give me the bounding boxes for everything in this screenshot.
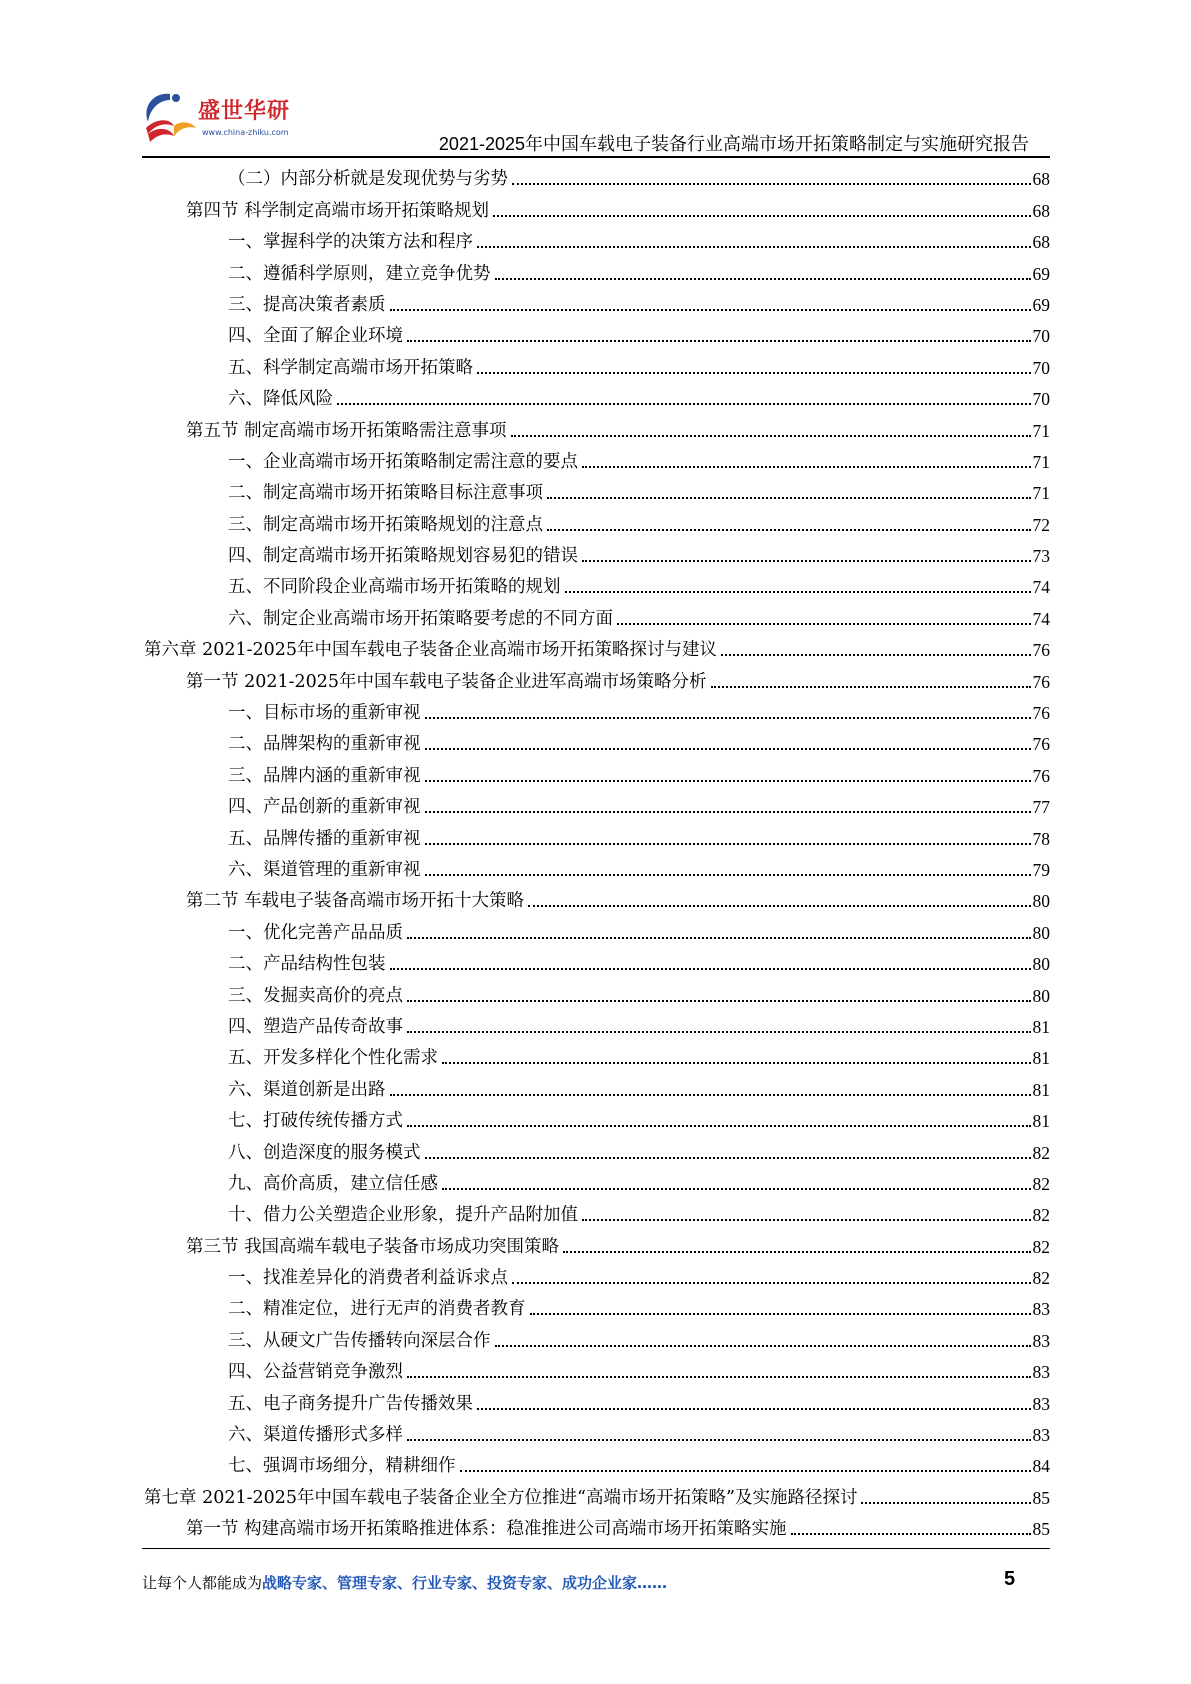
page-number: 5 xyxy=(1004,1568,1016,1590)
toc-leader-dots xyxy=(442,1062,1031,1064)
toc-entry[interactable] xyxy=(142,191,1050,222)
toc-entry-page: 81 xyxy=(1032,1016,1050,1037)
toc-entry-page: 81 xyxy=(1032,1048,1050,1069)
toc-entry-title: 一、企业高端市场开拓策略制定需注意的要点 xyxy=(228,451,578,472)
toc-leader-dots xyxy=(528,905,1030,907)
toc-entry[interactable] xyxy=(142,474,1050,505)
toc-leader-dots xyxy=(407,340,1031,342)
toc-entry-title: 五、电子商务提升广告传播效果 xyxy=(228,1393,473,1414)
toc-entry[interactable] xyxy=(142,725,1050,756)
toc-entry[interactable] xyxy=(142,694,1050,725)
footer-divider xyxy=(142,1548,1050,1549)
toc-entry-title: 四、公益营销竞争激烈 xyxy=(228,1362,403,1383)
toc-entry-page: 85 xyxy=(1032,1519,1050,1540)
toc-entry-title: 七、强调市场细分，精耕细作 xyxy=(228,1456,456,1477)
toc-entry[interactable] xyxy=(142,1165,1050,1196)
toc-entry-page: 76 xyxy=(1032,765,1050,786)
toc-entry-title: 三、从硬文广告传播转向深层合作 xyxy=(228,1330,491,1351)
toc-entry-title: 四、全面了解企业环境 xyxy=(228,326,403,347)
toc-entry[interactable] xyxy=(142,976,1050,1007)
toc-entry[interactable] xyxy=(142,1133,1050,1164)
toc-entry-title: 一、找准差异化的消费者利益诉求点 xyxy=(228,1268,508,1289)
toc-entry-page: 83 xyxy=(1032,1330,1050,1351)
toc-entry-page: 68 xyxy=(1032,169,1050,190)
toc-entry[interactable] xyxy=(142,1416,1050,1447)
toc-leader-dots xyxy=(425,811,1031,813)
logo-url: www.china-zhiku.com xyxy=(202,128,289,137)
toc-entry-title: 第一节 2021-2025年中国车载电子装备企业进军高端市场策略分析 xyxy=(186,671,707,692)
toc-leader-dots xyxy=(547,497,1031,499)
toc-leader-dots xyxy=(711,686,1031,688)
toc-entry-page: 74 xyxy=(1032,608,1050,629)
toc-leader-dots xyxy=(477,1408,1031,1410)
toc-entry-page: 83 xyxy=(1032,1362,1050,1383)
toc-leader-dots xyxy=(582,1219,1031,1221)
toc-entry-page: 70 xyxy=(1032,326,1050,347)
toc-leader-dots xyxy=(407,1031,1031,1033)
toc-leader-dots xyxy=(407,1000,1031,1002)
toc-entry-title: 三、提高决策者素质 xyxy=(228,294,386,315)
toc-entry-title: 六、渠道管理的重新审视 xyxy=(228,859,421,880)
toc-entry-title: 二、产品结构性包装 xyxy=(228,954,386,975)
toc-leader-dots xyxy=(425,748,1031,750)
toc-entry[interactable] xyxy=(142,945,1050,976)
toc-entry[interactable] xyxy=(142,348,1050,379)
toc-entry-title: 二、精准定位，进行无声的消费者教育 xyxy=(228,1299,526,1320)
toc-entry[interactable] xyxy=(142,443,1050,474)
toc-entry-page: 82 xyxy=(1032,1205,1050,1226)
toc-entry-page: 76 xyxy=(1032,671,1050,692)
toc-entry-title: 第一节 构建高端市场开拓策略推进体系：稳准推进公司高端市场开拓策略实施 xyxy=(186,1519,787,1540)
toc-entry-page: 71 xyxy=(1032,483,1050,504)
toc-entry[interactable] xyxy=(142,537,1050,568)
toc-entry-page: 74 xyxy=(1032,577,1050,598)
toc-leader-dots xyxy=(425,843,1031,845)
toc-entry-page: 80 xyxy=(1032,891,1050,912)
toc-entry-page: 71 xyxy=(1032,420,1050,441)
toc-entry-title: 第三节 我国高端车载电子装备市场成功突围策略 xyxy=(186,1236,560,1257)
toc-entry[interactable] xyxy=(142,1259,1050,1290)
toc-leader-dots xyxy=(495,1345,1031,1347)
toc-entry-page: 82 xyxy=(1032,1268,1050,1289)
toc-entry[interactable] xyxy=(142,662,1050,693)
toc-entry[interactable] xyxy=(142,505,1050,536)
toc-entry-title: 五、不同阶段企业高端市场开拓策略的规划 xyxy=(228,577,561,598)
toc-entry-page: 73 xyxy=(1032,546,1050,567)
toc-leader-dots xyxy=(530,1313,1031,1315)
toc-entry[interactable] xyxy=(142,380,1050,411)
toc-entry-page: 70 xyxy=(1032,357,1050,378)
toc-entry[interactable] xyxy=(142,1102,1050,1133)
toc-entry-page: 81 xyxy=(1032,1111,1050,1132)
toc-entry-title: 第四节 科学制定高端市场开拓策略规划 xyxy=(186,200,490,221)
toc-entry-title: 十、借力公关塑造企业形象，提升产品附加值 xyxy=(228,1205,578,1226)
toc-entry-title: 一、目标市场的重新审视 xyxy=(228,703,421,724)
toc-entry-title: 三、发掘卖高价的亮点 xyxy=(228,985,403,1006)
toc-entry-title: 三、品牌内涵的重新审视 xyxy=(228,765,421,786)
company-logo xyxy=(140,88,330,150)
toc-entry-page: 82 xyxy=(1032,1236,1050,1257)
toc-entry[interactable] xyxy=(142,1227,1050,1258)
toc-entry[interactable] xyxy=(142,819,1050,850)
toc-leader-dots xyxy=(407,1125,1031,1127)
toc-leader-dots xyxy=(493,215,1030,217)
toc-leader-dots xyxy=(442,1188,1031,1190)
toc-entry-title: 三、制定高端市场开拓策略规划的注意点 xyxy=(228,514,543,535)
toc-entry-page: 76 xyxy=(1032,703,1050,724)
footer-slogan xyxy=(142,1572,667,1593)
table-of-contents xyxy=(142,160,1050,1541)
toc-leader-dots xyxy=(563,1251,1030,1253)
toc-entry-title: 六、降低风险 xyxy=(228,389,333,410)
toc-entry-title: 一、掌握科学的决策方法和程序 xyxy=(228,232,473,253)
toc-leader-dots xyxy=(425,1157,1031,1159)
toc-leader-dots xyxy=(390,1094,1031,1096)
logo-emblem-icon xyxy=(140,88,200,148)
toc-entry-title: 一、优化完善产品品质 xyxy=(228,922,403,943)
toc-entry-page: 69 xyxy=(1032,263,1050,284)
toc-entry[interactable] xyxy=(142,160,1050,191)
toc-entry-page: 80 xyxy=(1032,985,1050,1006)
toc-entry-page: 81 xyxy=(1032,1079,1050,1100)
toc-entry[interactable] xyxy=(142,1510,1050,1541)
toc-entry[interactable] xyxy=(142,851,1050,882)
toc-leader-dots xyxy=(407,1439,1031,1441)
toc-entry[interactable] xyxy=(142,286,1050,317)
toc-entry-page: 78 xyxy=(1032,828,1050,849)
toc-entry-title: 七、打破传统传播方式 xyxy=(228,1111,403,1132)
toc-entry-page: 68 xyxy=(1032,232,1050,253)
toc-entry-title: 四、制定高端市场开拓策略规划容易犯的错误 xyxy=(228,546,578,567)
toc-leader-dots xyxy=(582,560,1031,562)
toc-entry-page: 76 xyxy=(1032,734,1050,755)
toc-leader-dots xyxy=(791,1533,1031,1535)
toc-entry-page: 76 xyxy=(1032,640,1050,661)
toc-entry-page: 80 xyxy=(1032,954,1050,975)
toc-entry-page: 83 xyxy=(1032,1393,1050,1414)
toc-entry[interactable] xyxy=(142,411,1050,442)
toc-entry-title: 九、高价高质，建立信任感 xyxy=(228,1173,438,1194)
toc-entry-page: 79 xyxy=(1032,859,1050,880)
toc-leader-dots xyxy=(495,278,1031,280)
toc-entry-title: 第五节 制定高端市场开拓策略需注意事项 xyxy=(186,420,507,441)
toc-entry-title: 五、科学制定高端市场开拓策略 xyxy=(228,357,473,378)
toc-leader-dots xyxy=(511,435,1031,437)
slogan-prefix: 让每个人都能成为 xyxy=(142,1574,263,1592)
toc-leader-dots xyxy=(337,403,1031,405)
toc-entry[interactable] xyxy=(142,1447,1050,1478)
toc-entry[interactable] xyxy=(142,788,1050,819)
toc-entry[interactable] xyxy=(142,1384,1050,1415)
toc-leader-dots xyxy=(512,1282,1031,1284)
toc-entry[interactable] xyxy=(142,254,1050,285)
toc-entry-page: 85 xyxy=(1032,1487,1050,1508)
toc-entry-page: 77 xyxy=(1032,797,1050,818)
toc-entry[interactable] xyxy=(142,317,1050,348)
toc-entry-title: 四、产品创新的重新审视 xyxy=(228,797,421,818)
toc-entry-title: 第六章 2021-2025年中国车载电子装备企业高端市场开拓策略探讨与建议 xyxy=(144,640,718,661)
toc-entry-title: （二）内部分析就是发现优势与劣势 xyxy=(228,169,508,190)
toc-entry-title: 五、品牌传播的重新审视 xyxy=(228,828,421,849)
toc-entry[interactable] xyxy=(142,1196,1050,1227)
toc-leader-dots xyxy=(407,1376,1031,1378)
toc-entry-page: 84 xyxy=(1032,1456,1050,1477)
toc-entry-page: 70 xyxy=(1032,389,1050,410)
toc-entry-page: 83 xyxy=(1032,1299,1050,1320)
toc-leader-dots xyxy=(477,246,1031,248)
toc-leader-dots xyxy=(477,372,1031,374)
toc-entry-title: 第七章 2021-2025年中国车载电子装备企业全方位推进“高端市场开拓策略”及实施路径探讨 xyxy=(144,1487,858,1508)
toc-entry[interactable] xyxy=(142,1070,1050,1101)
toc-entry-title: 六、渠道创新是出路 xyxy=(228,1079,386,1100)
toc-entry[interactable] xyxy=(142,223,1050,254)
toc-entry[interactable] xyxy=(142,1008,1050,1039)
toc-entry[interactable] xyxy=(142,1321,1050,1352)
logo-name: 盛世华研 xyxy=(198,99,291,124)
toc-entry-title: 六、渠道传播形式多样 xyxy=(228,1425,403,1446)
toc-entry[interactable] xyxy=(142,631,1050,662)
toc-entry[interactable] xyxy=(142,1290,1050,1321)
toc-leader-dots xyxy=(617,623,1031,625)
toc-leader-dots xyxy=(390,309,1031,311)
toc-leader-dots xyxy=(390,968,1031,970)
page-header xyxy=(0,0,1191,160)
toc-entry[interactable] xyxy=(142,1478,1050,1509)
toc-leader-dots xyxy=(512,183,1031,185)
toc-entry-page: 82 xyxy=(1032,1173,1050,1194)
toc-entry-page: 80 xyxy=(1032,922,1050,943)
toc-entry-title: 四、塑造产品传奇故事 xyxy=(228,1016,403,1037)
header-divider xyxy=(142,156,1050,158)
toc-leader-dots xyxy=(565,591,1031,593)
toc-entry-title: 二、品牌架构的重新审视 xyxy=(228,734,421,755)
toc-entry-title: 八、创造深度的服务模式 xyxy=(228,1142,421,1163)
toc-entry[interactable] xyxy=(142,756,1050,787)
toc-entry-page: 68 xyxy=(1032,200,1050,221)
toc-entry-page: 71 xyxy=(1032,451,1050,472)
toc-entry-page: 69 xyxy=(1032,294,1050,315)
toc-entry-page: 72 xyxy=(1032,514,1050,535)
toc-entry-page: 82 xyxy=(1032,1142,1050,1163)
slogan-highlight: 战略专家、管理专家、行业专家、投资专家、成功企业家…… xyxy=(262,1574,668,1592)
toc-leader-dots xyxy=(425,717,1031,719)
toc-entry-title: 二、制定高端市场开拓策略目标注意事项 xyxy=(228,483,543,504)
toc-entry[interactable] xyxy=(142,568,1050,599)
toc-entry-title: 六、制定企业高端市场开拓策略要考虑的不同方面 xyxy=(228,608,613,629)
toc-entry-title: 第二节 车载电子装备高端市场开拓十大策略 xyxy=(186,891,525,912)
toc-leader-dots xyxy=(547,529,1031,531)
toc-leader-dots xyxy=(582,466,1031,468)
toc-leader-dots xyxy=(425,874,1031,876)
toc-entry-title: 五、开发多样化个性化需求 xyxy=(228,1048,438,1069)
toc-entry[interactable] xyxy=(142,1039,1050,1070)
toc-leader-dots xyxy=(407,937,1031,939)
toc-leader-dots xyxy=(460,1470,1031,1472)
toc-entry-page: 83 xyxy=(1032,1425,1050,1446)
toc-entry[interactable] xyxy=(142,913,1050,944)
report-title: 2021-2025年中国车载电子装备行业高端市场开拓策略制定与实施研究报告 xyxy=(438,134,1029,154)
toc-entry[interactable] xyxy=(142,882,1050,913)
toc-leader-dots xyxy=(721,654,1030,656)
toc-entry[interactable] xyxy=(142,599,1050,630)
toc-leader-dots xyxy=(861,1502,1030,1504)
toc-entry-title: 二、遵循科学原则，建立竞争优势 xyxy=(228,263,491,284)
toc-leader-dots xyxy=(425,780,1031,782)
toc-entry[interactable] xyxy=(142,1353,1050,1384)
